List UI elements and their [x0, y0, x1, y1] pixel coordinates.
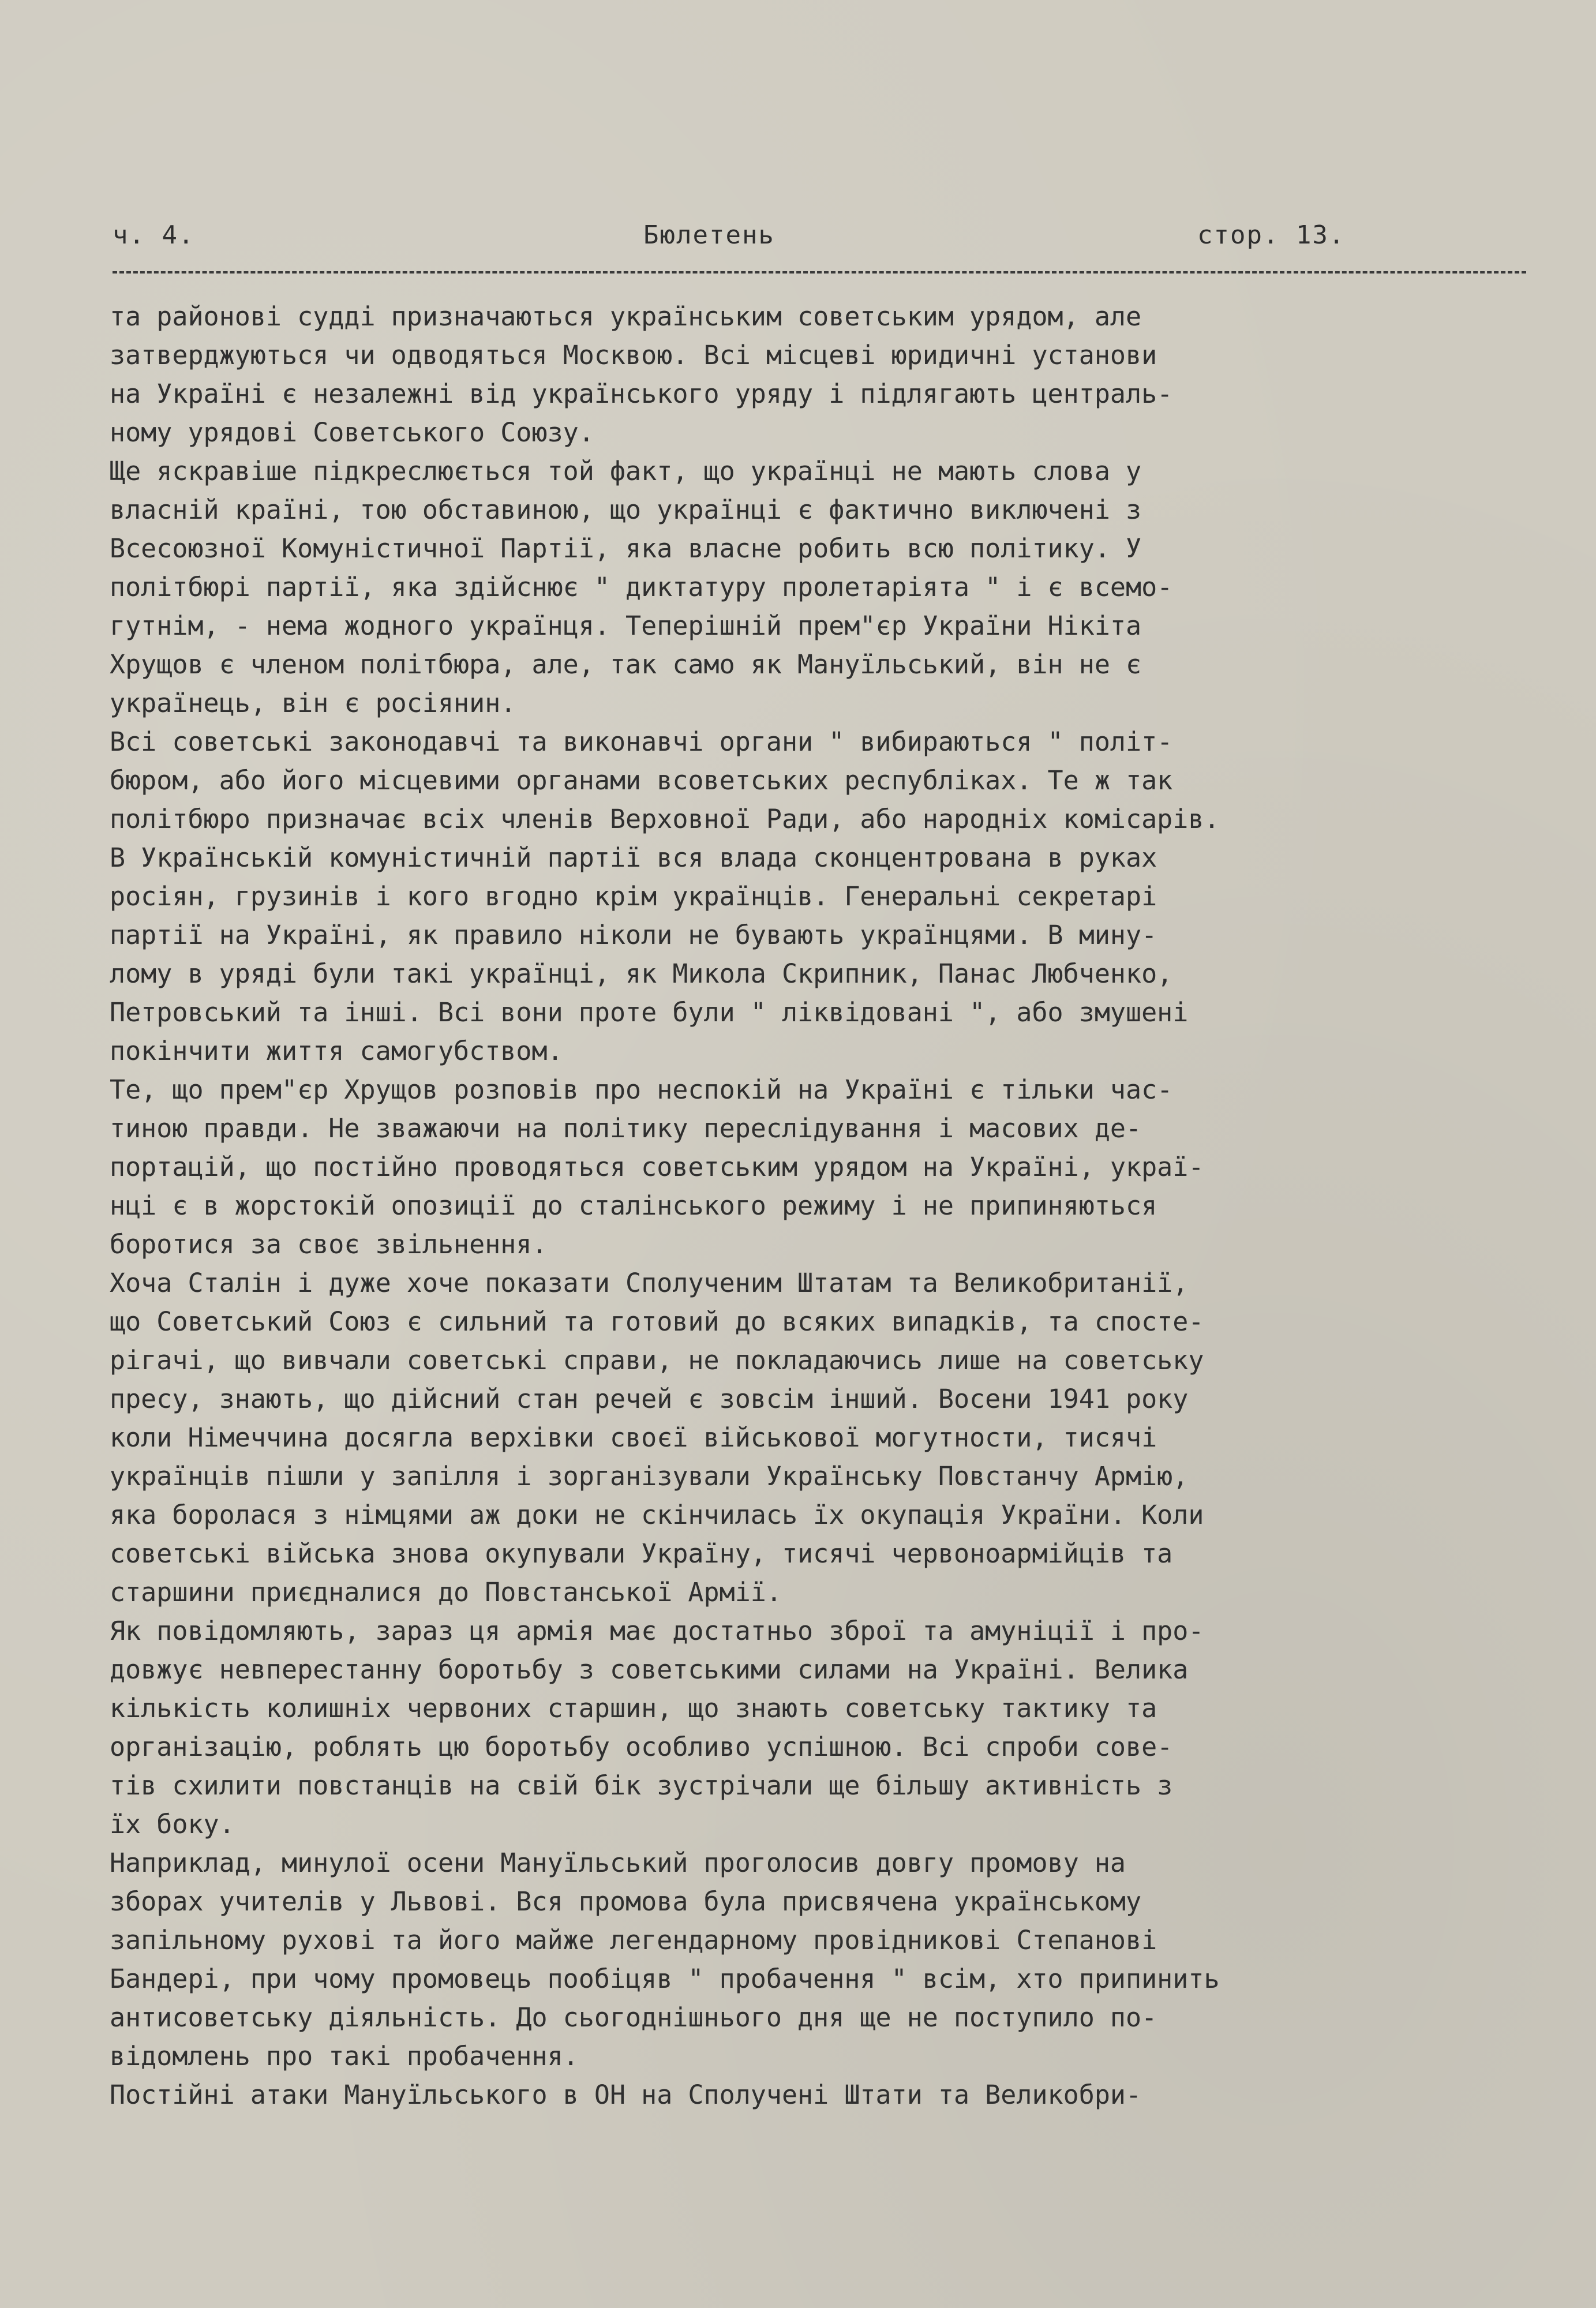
bulletin-title: Бюлетень: [643, 220, 775, 250]
text-line-37: кількість колишніх червоних старшин, що знають советську тактику та: [110, 1693, 1157, 1723]
text-line-38: організацію, роблять цю боротьбу особливо успішною. Всі спроби сове-: [110, 1732, 1173, 1762]
text-line-10: Хрущов є членом політбюра, але, так само як Мануїльський, він не є: [110, 649, 1142, 680]
text-line-33: советські війська знова окупували Україну, тисячі червоноармійців та: [110, 1538, 1173, 1569]
text-line-18: лому в уряді були такі українці, як Микола Скрипник, Панас Любченко,: [110, 958, 1173, 989]
header-divider: [113, 271, 1526, 273]
text-line-8: політбюрі партії, яка здійснює " диктатуру пролетаріята " і є всемо-: [110, 572, 1173, 602]
text-line-26: Хоча Сталін і дуже хоче показати Сполученим Штатам та Великобританії,: [110, 1268, 1189, 1298]
text-line-30: коли Німеччина досягла верхівки своєї військової могутности, тисячі: [110, 1422, 1157, 1453]
page-number: стор. 13.: [1197, 220, 1346, 250]
text-line-47: Постійні атаки Мануїльського в ОН на Сполучені Штати та Великобри-: [110, 2080, 1142, 2110]
text-line-15: В Українській комуністичній партії вся влада сконцентрована в руках: [110, 842, 1157, 873]
text-line-41: Наприклад, минулої осени Мануїльський проголосив довгу промову на: [110, 1848, 1126, 1878]
text-line-23: портацій, що постійно проводяться советським урядом на Україні, украї-: [110, 1152, 1204, 1182]
text-line-11: українець, він є росіянин.: [110, 688, 516, 718]
text-line-29: пресу, знають, що дійсний стан речей є зовсім інший. Восени 1941 року: [110, 1384, 1189, 1414]
text-line-13: бюром, або його місцевими органами всоветських республіках. Те ж так: [110, 765, 1173, 796]
text-line-27: що Советський Союз є сильний та готовий до всяких випадків, та спосте-: [110, 1306, 1204, 1337]
text-line-42: зборах учителів у Львові. Вся промова була присвячена українському: [110, 1886, 1142, 1917]
text-line-5: Ще яскравіше підкреслюється той факт, що українці не мають слова у: [110, 456, 1142, 486]
text-line-1: та районові судді призначаються українським советським урядом, але: [110, 301, 1142, 332]
text-line-32: яка боролася з німцями аж доки не скінчилась їх окупація України. Коли: [110, 1500, 1204, 1530]
text-line-19: Петровський та інші. Всі вони проте були " ліквідовані ", або змушені: [110, 997, 1189, 1028]
text-line-12: Всі советські законодавчі та виконавчі органи " вибираються " політ-: [110, 726, 1173, 757]
text-line-16: росіян, грузинів і кого вгодно крім українців. Генеральні секретарі: [110, 881, 1157, 912]
text-line-46: відомлень про такі пробачення.: [110, 2041, 579, 2071]
text-line-14: політбюро призначає всіх членів Верховної Ради, або народніх комісарів.: [110, 804, 1220, 834]
text-line-39: тів схилити повстанців на свій бік зустрічали ще більшу активність з: [110, 1770, 1173, 1801]
page-header: [113, 220, 1520, 267]
text-line-4: ному урядові Советського Союзу.: [110, 417, 594, 448]
text-line-31: українців пішли у запілля і зорганізували Українську Повстанчу Армію,: [110, 1461, 1189, 1492]
text-line-20: покінчити життя самогубством.: [110, 1036, 563, 1066]
text-line-45: антисоветську діяльність. До сьогоднішнього дня ще не поступило по-: [110, 2002, 1157, 2033]
text-line-28: рігачі, що вивчали советські справи, не покладаючись лише на советську: [110, 1345, 1204, 1376]
text-line-24: нці є в жорстокій опозиції до сталінського режиму і не припиняються: [110, 1190, 1157, 1221]
text-line-9: гутнім, - нема жодного українця. Теперішній прем"єр України Нікіта: [110, 610, 1142, 641]
text-line-17: партії на Україні, як правило ніколи не бувають українцями. В мину-: [110, 920, 1157, 950]
text-line-35: Як повідомляють, зараз ця армія має достатньо зброї та амуніції і про-: [110, 1616, 1204, 1646]
text-line-21: Те, що прем"єр Хрущов розповів про неспокій на Україні є тільки час-: [110, 1074, 1173, 1105]
text-line-40: їх боку.: [110, 1809, 235, 1839]
text-line-25: боротися за своє звільнення.: [110, 1229, 548, 1260]
text-line-44: Бандері, при чому промовець пообіцяв " пробачення " всім, хто припинить: [110, 1964, 1220, 1994]
text-line-7: Всесоюзної Комуністичної Партії, яка власне робить всю політику. У: [110, 533, 1142, 564]
text-line-36: довжує невперестанну боротьбу з советськими силами на Україні. Велика: [110, 1654, 1189, 1685]
text-line-34: старшини приєдналися до Повстанської Армії.: [110, 1577, 782, 1608]
issue-number: ч. 4.: [113, 220, 195, 250]
body-text: [110, 297, 1506, 2114]
text-line-3: на Україні є незалежні від українського уряду і підлягають централь-: [110, 379, 1173, 409]
text-line-2: затверджуються чи одводяться Москвою. Всі місцеві юридичні установи: [110, 340, 1157, 370]
text-line-6: власній країні, тою обставиною, що українці є фактично виключені з: [110, 494, 1142, 525]
text-line-43: запільному рухові та його майже легендарному провідникові Степанові: [110, 1925, 1157, 1955]
text-line-22: тиною правди. Не зважаючи на політику переслідування і масових де-: [110, 1113, 1142, 1144]
